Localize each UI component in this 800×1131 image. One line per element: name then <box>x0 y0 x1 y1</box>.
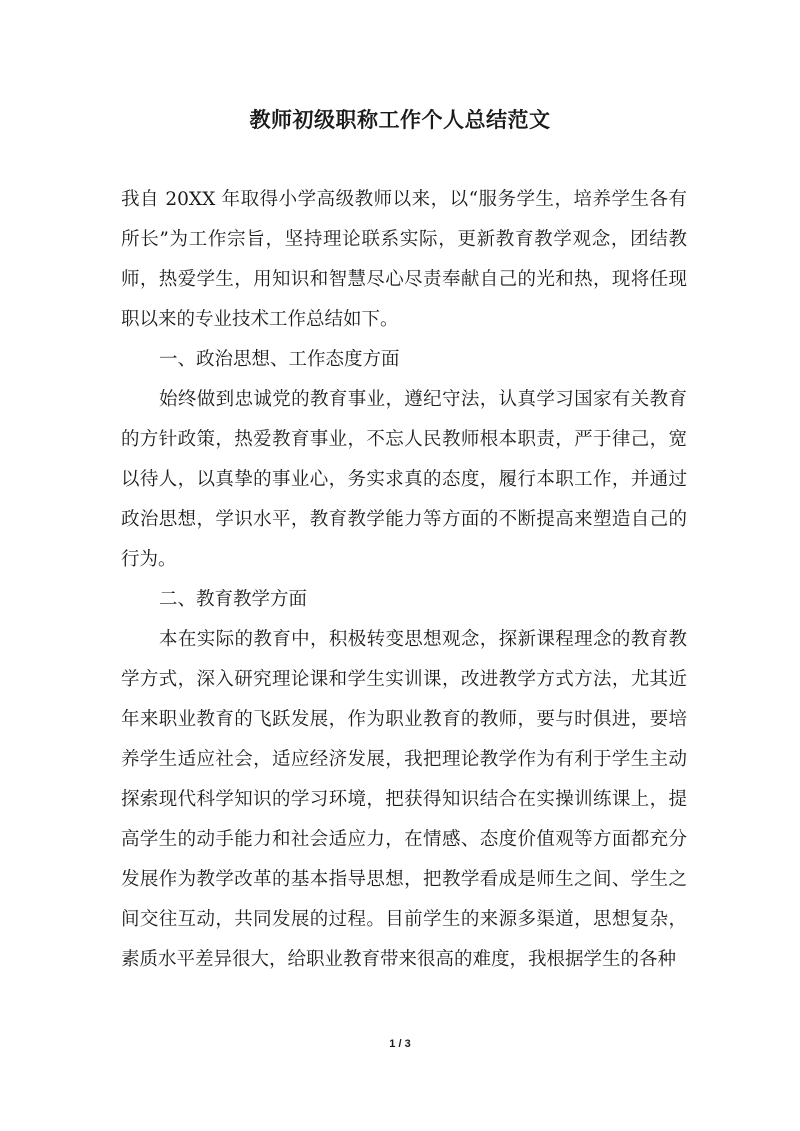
page-number: 1 / 3 <box>389 1038 411 1050</box>
section-heading-political: 一、政治思想、工作态度方面 <box>159 349 400 370</box>
teaching-paragraph: 本在实际的教育中，积极转变思想观念，探新课程理念的教育教学方式，深入研究理论课和学生实训课，改进教学方式方法，尤其近年来职业教育的飞跃发展，作为职业教育的教师，要与时俱进，要培养学生适应社会，适应经济发展，我把理论教学作为有利于学生主动探索现代科学知识的学习环境，把获得知识结合在实操训练课上，提高学生的动手能力和社会适应力，在情感、态度价值观等方面都充分发展作为教学改革的基本指导思想，把教学看成是师生之间、学生之间交往互动，共同发展的过程。目前学生的来源多渠道，思想复杂，素质水平差异很大，给职业教育带来很高的难度，我根据学生的各种 <box>121 629 687 970</box>
document-title: 教师初级职称工作个人总结范文 <box>249 107 551 132</box>
intro-paragraph: 我自 20XX 年取得小学高级教师以来，以“服务学生，培养学生各有所长”为工作宗旨，坚持理论联系实际，更新教育教学观念，团结教师，热爱学生，用知识和智慧尽心尽责奉献自己的光和热，现将任现职以来的专业技术工作总结如下。 <box>121 189 687 330</box>
political-paragraph: 始终做到忠诚党的教育事业，遵纪守法，认真学习国家有关教育的方针政策，热爱教育事业，不忘人民教师根本职责，严于律己，宽以待人，以真挚的事业心，务实求真的态度，履行本职工作，并通过政治思想，学识水平，教育教学能力等方面的不断提高来塑造自己的行为。 <box>121 389 687 570</box>
section-heading-teaching: 二、教育教学方面 <box>159 589 308 610</box>
document-body <box>121 180 687 980</box>
